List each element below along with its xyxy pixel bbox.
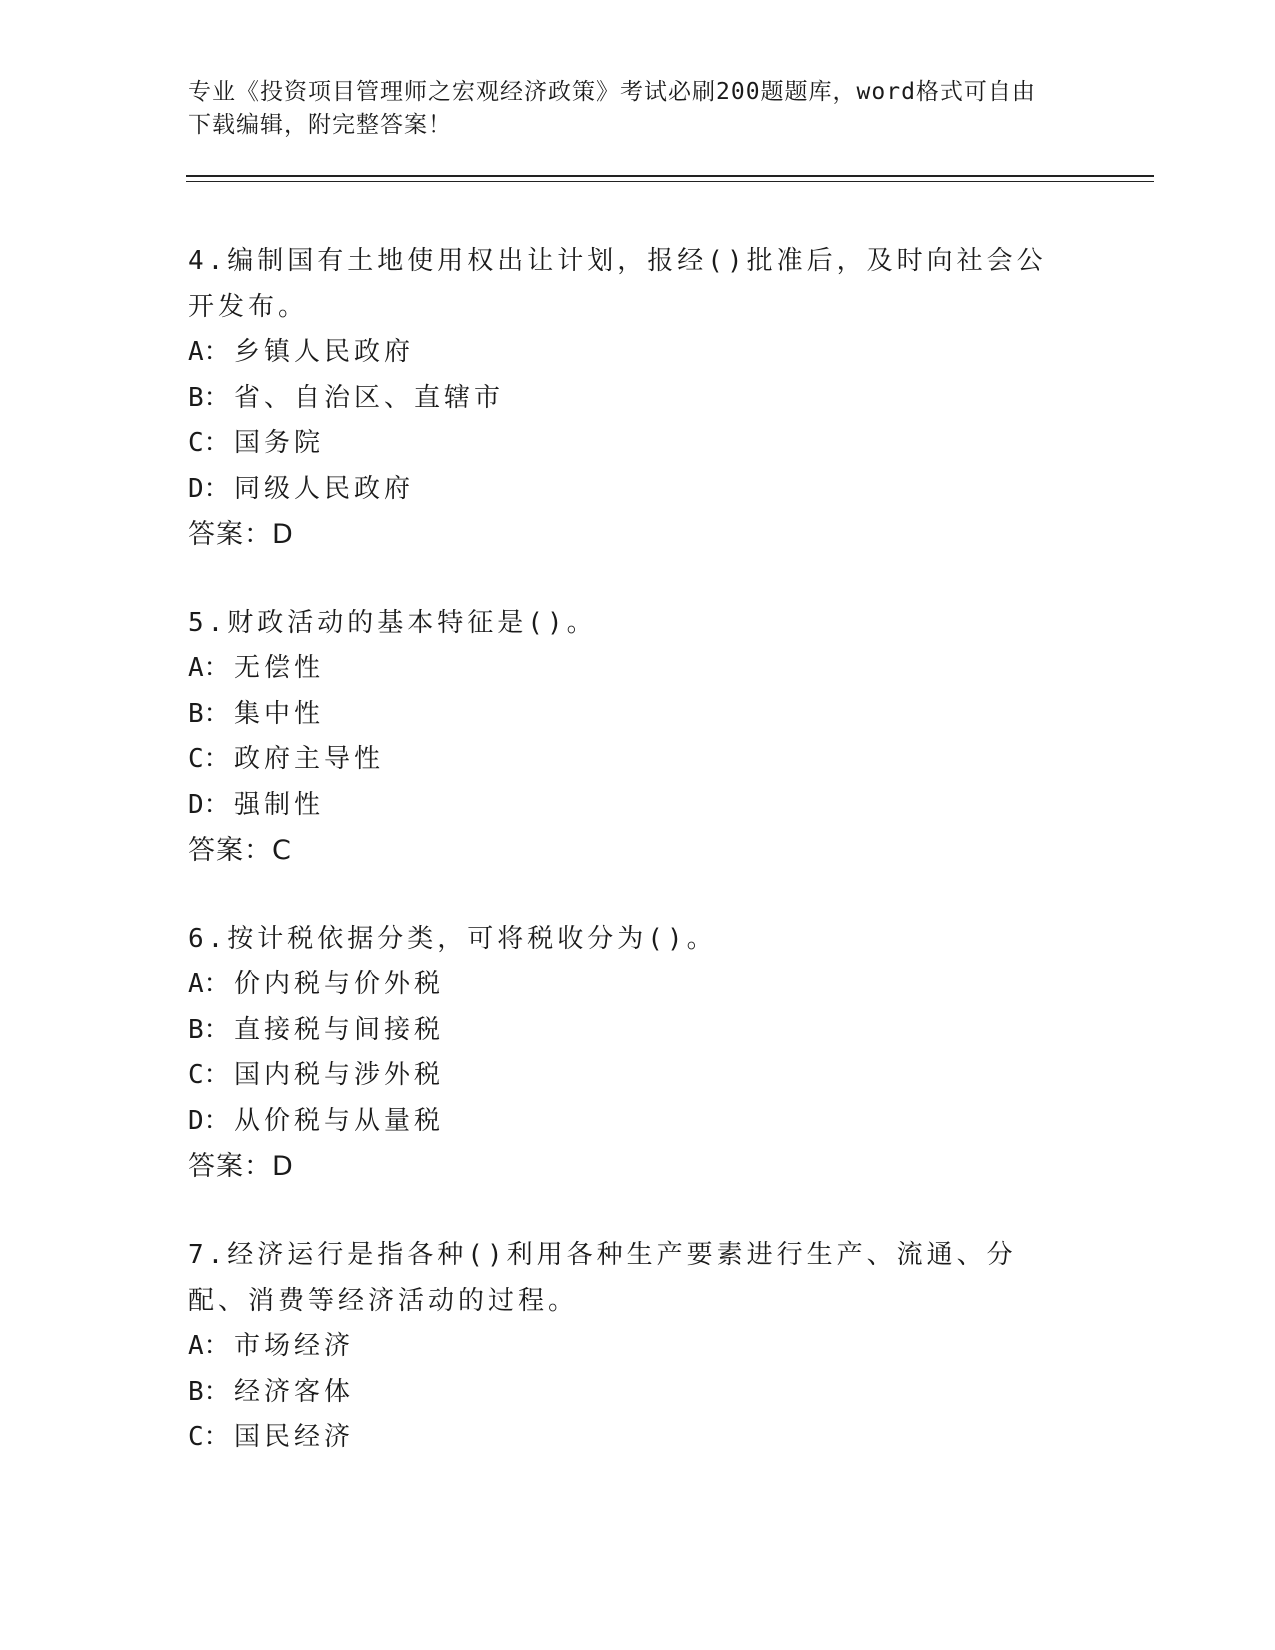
- option-key: A：: [188, 337, 230, 367]
- option-key: B：: [188, 1376, 230, 1407]
- option-a: [188, 646, 1068, 692]
- question-text: 7.经济运行是指各种()利用各种生产要素进行生产、流通、分配、消费等经济活动的过程。: [188, 1240, 1017, 1316]
- option-b: [188, 1370, 1068, 1416]
- question-item: [188, 916, 1068, 1190]
- option-text: 省、自治区、直辖市: [234, 382, 505, 413]
- question-item: [188, 1232, 1068, 1461]
- header-rule-thin: [186, 181, 1154, 182]
- option-text: 强制性: [234, 789, 325, 820]
- option-key: C：: [188, 428, 230, 458]
- option-key: B：: [188, 382, 230, 413]
- header-line-2: 下载编辑，附完整答案！: [188, 112, 452, 138]
- option-key: C：: [188, 744, 230, 774]
- option-a: [188, 330, 1068, 376]
- option-text: 无偿性: [234, 653, 325, 683]
- option-c: [188, 421, 1068, 467]
- question-text: 5.财政活动的基本特征是()。: [188, 608, 597, 638]
- option-d: [188, 783, 1068, 829]
- question-item: [188, 238, 1068, 558]
- answer-line: 答案：D: [188, 1151, 294, 1182]
- option-key: D：: [188, 473, 230, 504]
- question-text: 4.编制国有土地使用权出让计划，报经()批准后，及时向社会公开发布。: [188, 246, 1047, 322]
- header-line-1: 专业《投资项目管理师之宏观经济政策》考试必刷200题题库，word格式可自由: [188, 79, 1036, 105]
- option-text: 国民经济: [234, 1422, 355, 1452]
- option-text: 经济客体: [234, 1376, 355, 1407]
- option-text: 价内税与价外税: [234, 969, 445, 999]
- option-a: [188, 1324, 1068, 1370]
- option-key: D：: [188, 1105, 230, 1136]
- option-a: [188, 962, 1068, 1008]
- option-text: 直接税与间接税: [234, 1014, 445, 1045]
- option-b: [188, 376, 1068, 422]
- option-key: A：: [188, 1331, 230, 1361]
- question-list: [188, 238, 1068, 1503]
- document-header: [188, 76, 1088, 142]
- option-b: [188, 1008, 1068, 1054]
- option-key: B：: [188, 1014, 230, 1045]
- option-b: [188, 692, 1068, 738]
- option-key: C：: [188, 1422, 230, 1452]
- option-text: 政府主导性: [234, 744, 385, 774]
- answer-line: 答案：D: [188, 519, 294, 550]
- option-text: 乡镇人民政府: [234, 337, 415, 367]
- option-d: [188, 1099, 1068, 1145]
- question-text: 6.按计税依据分类，可将税收分为()。: [188, 924, 717, 954]
- option-key: B：: [188, 698, 230, 729]
- option-text: 市场经济: [234, 1331, 355, 1361]
- option-text: 从价税与从量税: [234, 1105, 445, 1136]
- option-key: C：: [188, 1060, 230, 1090]
- option-text: 国务院: [234, 428, 325, 458]
- option-key: D：: [188, 789, 230, 820]
- header-rule-thick: [186, 175, 1154, 177]
- option-text: 同级人民政府: [234, 473, 415, 504]
- option-text: 国内税与涉外税: [234, 1060, 445, 1090]
- option-text: 集中性: [234, 698, 325, 729]
- answer-line: 答案：C: [188, 835, 292, 866]
- option-key: A：: [188, 969, 230, 999]
- option-c: [188, 1415, 1068, 1461]
- option-c: [188, 737, 1068, 783]
- option-key: A：: [188, 653, 230, 683]
- question-item: [188, 600, 1068, 874]
- option-c: [188, 1053, 1068, 1099]
- option-d: [188, 467, 1068, 513]
